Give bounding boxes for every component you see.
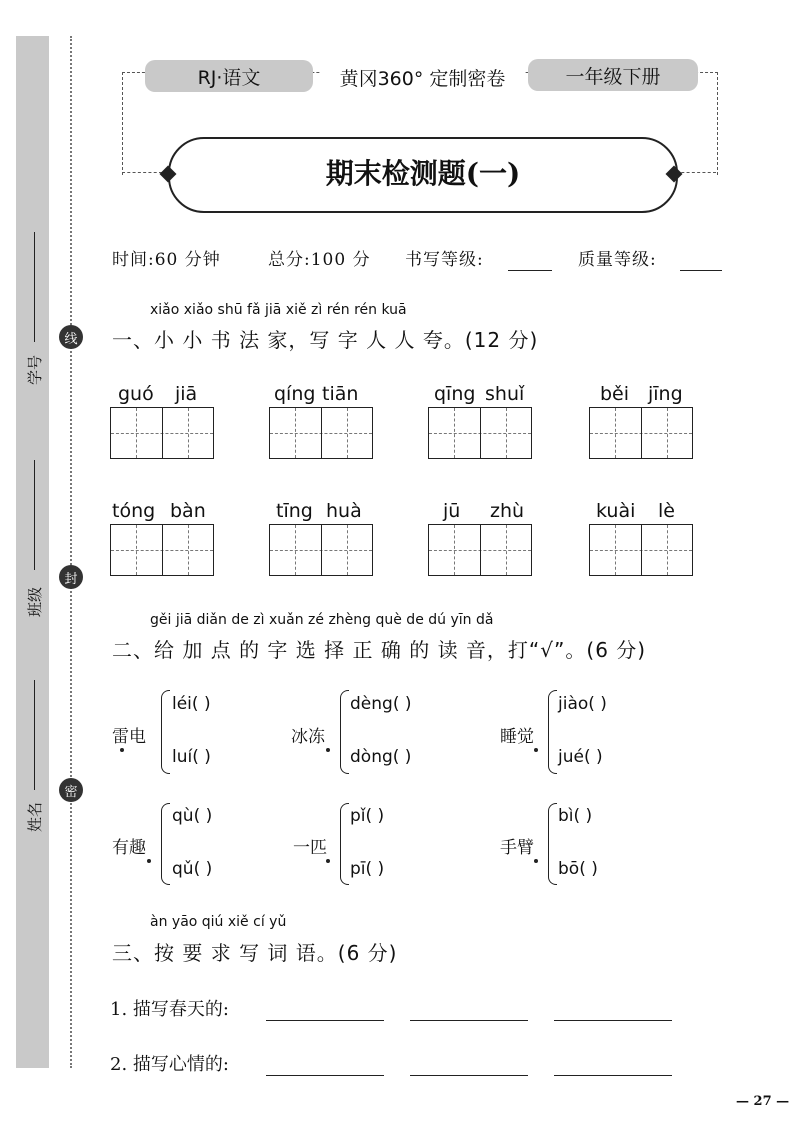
section2-title: 二、给 加 点 的 字 选 择 正 确 的 读 音，打“√”。(6 分) bbox=[112, 638, 647, 662]
option-deng[interactable]: dèng( ) bbox=[350, 694, 412, 714]
student-id-label: 学号 bbox=[26, 354, 44, 385]
page-number: — 27 — bbox=[736, 1094, 790, 1109]
pinyin-le: lè bbox=[658, 500, 675, 522]
exam-title: 期末检测题(一) bbox=[325, 157, 521, 190]
emphasis-dot bbox=[326, 859, 330, 863]
word-leidian: 雷电 bbox=[112, 727, 146, 747]
writing-grid[interactable] bbox=[269, 407, 373, 459]
pinyin-bei: běi bbox=[600, 383, 630, 405]
option-jiao[interactable]: jiào( ) bbox=[558, 694, 607, 714]
pinyin-ban: bàn bbox=[170, 500, 206, 522]
time-limit: 时间:60 分钟 bbox=[112, 250, 221, 270]
class-blank[interactable] bbox=[34, 460, 35, 570]
seal-mark-seal: 封 bbox=[59, 565, 83, 589]
option-bo[interactable]: bō( ) bbox=[558, 859, 598, 879]
writing-grid[interactable] bbox=[110, 524, 214, 576]
writing-grid[interactable] bbox=[589, 524, 693, 576]
option-lui[interactable]: luí( ) bbox=[172, 747, 211, 767]
seal-mark-secret: 密 bbox=[59, 778, 83, 802]
pinyin-guo: guó bbox=[118, 383, 154, 405]
emphasis-dot bbox=[534, 859, 538, 863]
pinyin-tian: tiān bbox=[322, 383, 359, 405]
answer-line[interactable] bbox=[554, 1020, 672, 1021]
option-pi1[interactable]: pī( ) bbox=[350, 859, 385, 879]
brace bbox=[161, 803, 170, 885]
option-dong[interactable]: dòng( ) bbox=[350, 747, 412, 767]
pinyin-zhu: zhù bbox=[490, 500, 525, 522]
q1-label: 1. 描写春天的: bbox=[110, 999, 229, 1020]
pinyin-hua: huà bbox=[326, 500, 362, 522]
answer-line[interactable] bbox=[554, 1075, 672, 1076]
brace bbox=[340, 690, 349, 774]
cut-line bbox=[70, 36, 72, 1068]
writing-grid[interactable] bbox=[589, 407, 693, 459]
emphasis-dot bbox=[534, 748, 538, 752]
class-label: 班级 bbox=[26, 586, 44, 617]
word-shoubi: 手臂 bbox=[500, 838, 534, 858]
writing-grid[interactable] bbox=[269, 524, 373, 576]
binding-margin bbox=[16, 36, 49, 1068]
section1-pinyin: xiǎo xiǎo shū fǎ jiā xiě zì rén rén kuā bbox=[150, 302, 407, 318]
option-bi[interactable]: bì( ) bbox=[558, 806, 593, 826]
section3-pinyin: àn yāo qiú xiě cí yǔ bbox=[150, 914, 287, 930]
section3-title: 三、按 要 求 写 词 语。(6 分) bbox=[112, 941, 398, 965]
answer-line[interactable] bbox=[266, 1075, 384, 1076]
writing-grid[interactable] bbox=[428, 407, 532, 459]
student-id-blank[interactable] bbox=[34, 232, 35, 342]
emphasis-dot bbox=[326, 748, 330, 752]
pinyin-kuai: kuài bbox=[596, 500, 636, 522]
pinyin-ting: tīng bbox=[276, 500, 313, 522]
emphasis-dot bbox=[147, 859, 151, 863]
option-lei[interactable]: léi( ) bbox=[172, 694, 211, 714]
option-qu4[interactable]: qù( ) bbox=[172, 806, 213, 826]
quality-grade-blank[interactable] bbox=[680, 270, 722, 271]
word-bingdong: 冰冻 bbox=[291, 727, 325, 747]
writing-grade-blank[interactable] bbox=[508, 270, 552, 271]
q2-label: 2. 描写心情的: bbox=[110, 1054, 229, 1075]
word-youqu: 有趣 bbox=[112, 838, 146, 858]
series-title: 黄冈360° 定制密卷 bbox=[320, 64, 525, 91]
pinyin-tong: tóng bbox=[112, 500, 156, 522]
subject-tag: RJ·语文 bbox=[145, 60, 313, 92]
pinyin-ju: jū bbox=[443, 500, 461, 522]
pinyin-qing2: qīng bbox=[434, 383, 476, 405]
pinyin-qing: qíng bbox=[274, 383, 316, 405]
quality-grade-label: 质量等级: bbox=[578, 250, 657, 270]
pinyin-jia: jiā bbox=[175, 383, 198, 405]
option-qu3[interactable]: qǔ( ) bbox=[172, 859, 213, 879]
section2-pinyin: gěi jiā diǎn de zì xuǎn zé zhèng què de dú yīn dǎ bbox=[150, 612, 494, 628]
pinyin-jing: jīng bbox=[648, 383, 683, 405]
name-label: 姓名 bbox=[26, 801, 44, 832]
section1-title: 一、小 小 书 法 家，写 字 人 人 夸。(12 分) bbox=[112, 328, 539, 352]
name-blank[interactable] bbox=[34, 680, 35, 790]
answer-line[interactable] bbox=[266, 1020, 384, 1021]
writing-grid[interactable] bbox=[428, 524, 532, 576]
brace bbox=[548, 690, 557, 774]
brace bbox=[340, 803, 349, 885]
grade-tag: 一年级下册 bbox=[528, 59, 698, 91]
option-pi3[interactable]: pǐ( ) bbox=[350, 806, 385, 826]
writing-grade-label: 书写等级: bbox=[405, 250, 484, 270]
writing-grid[interactable] bbox=[110, 407, 214, 459]
answer-line[interactable] bbox=[410, 1075, 528, 1076]
brace bbox=[548, 803, 557, 885]
total-score: 总分:100 分 bbox=[268, 250, 371, 270]
seal-mark-line: 线 bbox=[59, 325, 83, 349]
option-jue[interactable]: jué( ) bbox=[558, 747, 603, 767]
emphasis-dot bbox=[120, 748, 124, 752]
frame-tick-left bbox=[122, 172, 162, 173]
answer-line[interactable] bbox=[410, 1020, 528, 1021]
word-yipi: 一匹 bbox=[293, 838, 327, 858]
word-shuijiao: 睡觉 bbox=[500, 727, 534, 747]
brace bbox=[161, 690, 170, 774]
pinyin-shui: shuǐ bbox=[485, 383, 525, 405]
